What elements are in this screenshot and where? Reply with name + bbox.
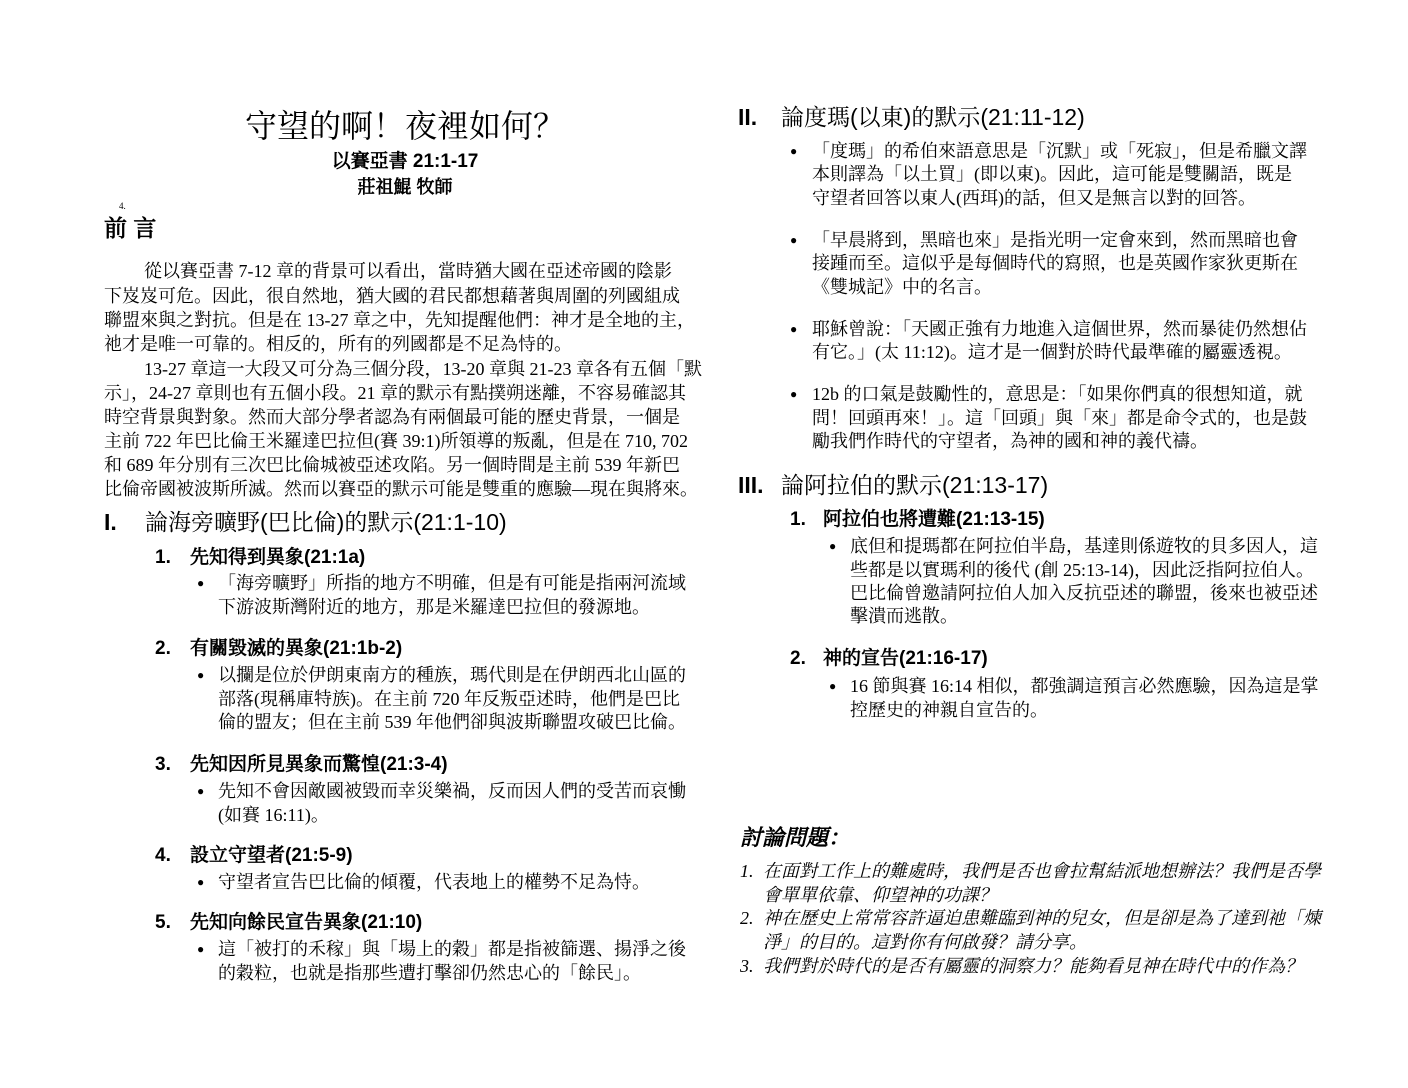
bullet-line: 倫的盟友；但在主前 539 年他們卻與波斯聯盟攻破巴比倫。 <box>218 712 686 732</box>
bullet-line: 擊潰而逃散。 <box>850 606 958 626</box>
discussion-heading: 討論問題： <box>740 825 851 850</box>
section-number: II. <box>738 104 758 130</box>
subsection-title: 先知向餘民宣告異象(21:10) <box>190 912 423 933</box>
bullet-line: (如賽 16:11)。 <box>218 805 329 825</box>
intro-line: 比倫帝國被波斯所滅。然而以賽亞的默示可能是雙重的應驗—現在與將來。 <box>104 479 698 499</box>
subsection-title: 神的宣告(21:16-17) <box>823 648 988 669</box>
subsection-title: 先知因所見異象而驚惶(21:3-4) <box>190 754 448 775</box>
bullet-line: 「海旁曠野」所指的地方不明確，但是有可能是指兩河流域 <box>218 573 686 593</box>
subsection-title: 阿拉伯也將遭難(21:13-15) <box>823 509 1045 530</box>
question-line: 會單單依靠、仰望神的功課？ <box>763 885 997 905</box>
question-number: 3. <box>740 956 754 976</box>
scripture-reference: 以賽亞書 21:1-17 <box>331 151 479 172</box>
bullet-line: 接踵而至。這似乎是每個時代的寫照，也是英國作家狄更斯在 <box>812 253 1298 273</box>
intro-line: 聯盟來與之對抗。但是在 13-27 章之中，先知提醒他們：神才是全地的主， <box>104 310 695 330</box>
bullet-icon: ● <box>197 942 205 956</box>
intro-heading: 前 言 <box>104 215 157 241</box>
section-title: 論海旁曠野(巴比倫)的默示(21:1-10) <box>145 509 507 535</box>
bullet-icon: ● <box>790 144 798 158</box>
bullet-line: 問！回頭再來！」。這「回頭」與「來」都是命令式的，也是鼓 <box>812 408 1307 428</box>
bullet-line: 巴比倫曾邀請阿拉伯人加入反抗亞述的聯盟，後來也被亞述 <box>850 583 1318 603</box>
bullet-line: 「早晨將到，黑暗也來」是指光明一定會來到，然而黑暗也會 <box>812 230 1298 250</box>
section-number: III. <box>738 472 764 498</box>
bullet-icon: ● <box>790 233 798 247</box>
bullet-icon: ● <box>197 875 205 889</box>
bullet-icon: ● <box>197 668 205 682</box>
subsection-title: 先知得到異象(21:1a) <box>190 547 366 568</box>
bullet-line: 有它。」(太 11:12)。這才是一個對於時代最準確的屬靈透視。 <box>812 342 1292 362</box>
section-number: I. <box>104 509 117 535</box>
bullet-line: 先知不會因敵國被毀而幸災樂禍，反而因人們的受苦而哀慟 <box>218 781 686 801</box>
section-title: 論阿拉伯的默示(21:13-17) <box>781 472 1049 498</box>
subsection-number: 3. <box>155 754 171 775</box>
author: 莊祖鯤 牧師 <box>357 177 453 197</box>
subsection-title: 設立守望者(21:5-9) <box>190 845 353 866</box>
bullet-line: 守望者宣告巴比倫的傾覆，代表地上的權勢不足為恃。 <box>218 872 650 892</box>
bullet-line: 控歷史的神親自宣告的。 <box>850 700 1048 720</box>
subsection-number: 2. <box>790 648 806 669</box>
intro-line: 從以賽亞書 7-12 章的背景可以看出，當時猶大國在亞述帝國的陰影 <box>144 261 672 281</box>
subsection-number: 4. <box>155 845 171 866</box>
bullet-line: 守望者回答以東人(西珥)的話，但又是無言以對的回答。 <box>812 188 1256 208</box>
intro-line: 13-27 章這一大段又可分為三個分段，13-20 章與 21-23 章各有五個「默 <box>144 359 702 379</box>
question-number: 2. <box>740 908 754 928</box>
question-number: 1. <box>740 861 754 881</box>
intro-line: 示」，24-27 章則也有五個小段。21 章的默示有點撲朔迷離，不容易確認其 <box>104 383 686 403</box>
subsection-number: 2. <box>155 638 171 659</box>
bullet-line: 部落(現稱庫特族)。在主前 720 年反叛亞述時，他們是巴比 <box>218 689 680 709</box>
bullet-line: 以攔是位於伊朗東南方的種族，瑪代則是在伊朗西北山區的 <box>218 665 686 685</box>
question-line: 在面對工作上的難處時，我們是否也會拉幫結派地想辦法？我們是否學 <box>763 861 1321 881</box>
bullet-line: 勵我們作時代的守望者，為神的國和神的義代禱。 <box>812 431 1208 451</box>
subsection-title: 有關毀滅的異象(21:1b-2) <box>190 638 403 659</box>
intro-line: 主前 722 年巴比倫王米羅達巴拉但(賽 39:1)所領導的叛亂，但是在 710, 702 <box>104 431 688 451</box>
question-line: 我們對於時代的是否有屬靈的洞察力？能夠看見神在時代中的作為？ <box>763 956 1303 976</box>
bullet-line: 這「被打的禾稼」與「場上的穀」都是指被篩選、揚淨之後 <box>218 939 686 959</box>
subsection-number: 5. <box>155 912 171 933</box>
bullet-line: 16 節與賽 16:14 相似，都強調這預言必然應驗，因為這是掌 <box>850 676 1319 696</box>
bullet-line: 耶穌曾說：「天國正強有力地進入這個世界，然而暴徒仍然想佔 <box>812 319 1307 339</box>
bullet-icon: ● <box>790 387 798 401</box>
question-line: 淨」的目的。這對你有何啟發？請分享。 <box>763 932 1087 952</box>
bullet-icon: ● <box>829 679 837 693</box>
bullet-line: 些都是以實瑪利的後代 (創 25:13-14)，因此泛指阿拉伯人。 <box>850 560 1314 580</box>
page-title: 守望的啊！夜裡如何？ <box>244 107 565 145</box>
intro-line: 和 689 年分別有三次巴比倫城被亞述攻陷。另一個時間是主前 539 年新巴 <box>104 455 680 475</box>
bullet-line: 下游波斯灣附近的地方，那是米羅達巴拉但的發源地。 <box>218 597 650 617</box>
intro-line: 祂才是唯一可靠的。相反的，所有的列國都是不足為恃的。 <box>104 334 572 354</box>
intro-line: 下岌岌可危。因此，很自然地，猶大國的君民都想藉著與周圍的列國組成 <box>104 286 680 306</box>
bullet-icon: ● <box>197 784 205 798</box>
bullet-icon: ● <box>829 539 837 553</box>
bullet-line: 本則譯為「以土買」(即以東)。因此，這可能是雙關語，既是 <box>812 164 1292 184</box>
bullet-line: 「度瑪」的希伯來語意思是「沉默」或「死寂」，但是希臘文譯 <box>812 141 1307 161</box>
subsection-number: 1. <box>155 547 171 568</box>
bullet-line: 《雙城記》中的名言。 <box>812 277 992 297</box>
footnote-mark: 4. <box>119 201 126 211</box>
bullet-line: 12b 的口氣是鼓勵性的，意思是：「如果你們真的很想知道，就 <box>812 384 1303 404</box>
bullet-line: 的穀粒，也就是指那些遭打擊卻仍然忠心的「餘民」。 <box>218 963 641 983</box>
subsection-number: 1. <box>790 509 806 530</box>
bullet-icon: ● <box>197 576 205 590</box>
bullet-line: 底但和提瑪都在阿拉伯半島，基達則係遊牧的貝多因人，這 <box>850 536 1318 556</box>
section-title: 論度瑪(以東)的默示(21:11-12) <box>781 104 1085 130</box>
intro-line: 時空背景與對象。然而大部分學者認為有兩個最可能的歷史背景，一個是 <box>104 407 680 427</box>
bullet-icon: ● <box>790 322 798 336</box>
question-line: 神在歷史上常常容許逼迫患難臨到神的兒女，但是卻是為了達到祂「煉 <box>763 908 1321 928</box>
